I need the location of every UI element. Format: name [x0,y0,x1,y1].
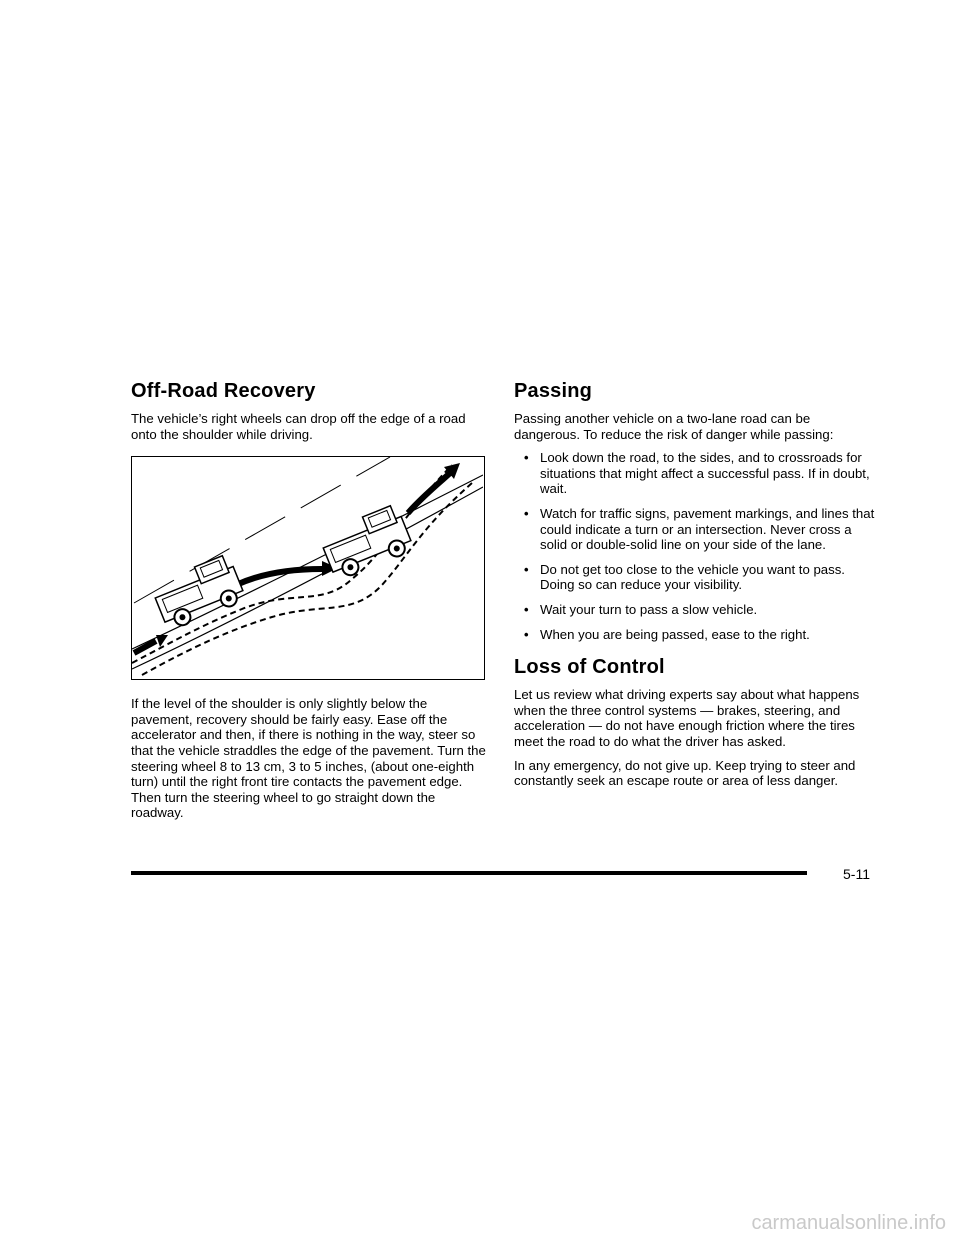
right-column [514,378,876,797]
passing-intro: Passing another vehicle on a two-lane road can be dangerous. To reduce the risk of danger while passing: [514,411,834,442]
road-center-line [134,457,390,603]
bullet-icon: • [524,505,529,521]
off-road-intro: The vehicle’s right wheels can drop off the edge of a road onto the shoulder while driving. [131,411,466,442]
passing-bullet-list [514,450,876,642]
left-column [131,378,487,829]
recovery-arrow-3 [408,473,450,513]
page-number: 5-11 [843,866,870,882]
off-road-recovery-heading: Off-Road Recovery [131,380,316,402]
wheel-track-dashed [132,465,452,663]
shoulder-line [132,487,483,669]
off-road-body: If the level of the shoulder is only slightly below the pavement, recovery should be fairly easy. Ease off the accelerator and then, if there is nothing in the way, steer so that the vehicle straddles the edge of the pavement. Turn the steering wheel 8 to 13 cm, 3 to 5 inches, (about one-eighth turn) until the right front tire contacts the pavement edge. Then turn the steering wheel to go straight down the roadway. [131,696,486,821]
list-item: • Do not get too close to the vehicle you want to pass. Doing so can reduce your visibility. [524,561,845,593]
recovery-arrowhead-1 [156,635,168,647]
list-item: • Wait your turn to pass a slow vehicle. [524,601,758,617]
loss-of-control-paragraph-2: In any emergency, do not give up. Keep trying to steer and constantly seek an escape route or area of less danger. [514,757,856,789]
off-road-recovery-illustration [131,456,485,680]
loss-of-control-heading: Loss of Control [514,656,665,679]
bullet-icon: • [524,561,529,577]
bullet-icon: • [524,601,529,617]
bullet-icon: • [524,450,529,466]
list-item: • When you are being passed, ease to the right. [524,626,810,642]
bullet-icon: • [524,626,529,642]
passing-heading: Passing [514,380,593,402]
list-item: • Look down the road, to the sides, and to crossroads for situations that might affect a successful pass. If in doubt, wait. [524,450,870,497]
truck-front-icon [318,504,415,582]
list-item: • Watch for traffic signs, pavement markings, and lines that could indicate a turn or an intersection. Never cross a solid or double-solid line on your side of the lane. [524,505,875,553]
recovery-arrow-2 [236,569,322,585]
loss-of-control-paragraph-1: Let us review what driving experts say about what happens when the three control systems — brakes, steering, and acceleration — do not have enough friction where the tires meet the road to do what the driver has asked. [514,687,860,749]
footer-rule [131,871,807,875]
watermark: carmanualsonline.info [751,1212,946,1234]
wheel-track-dashed-2 [142,483,472,675]
